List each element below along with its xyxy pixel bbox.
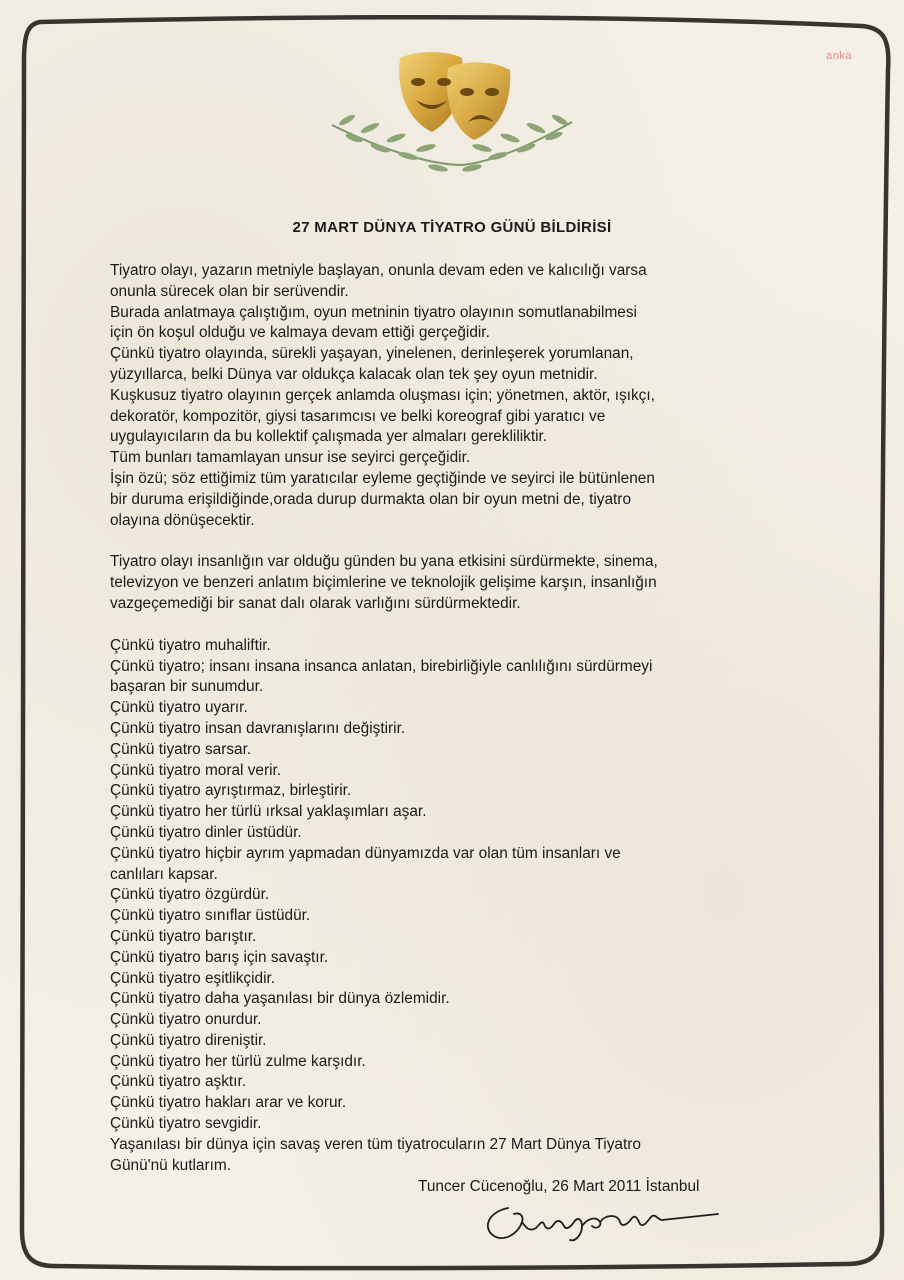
text-line: Çünkü tiyatro sınıflar üstüdür.: [110, 907, 311, 925]
text-line: Çünkü tiyatro onurdur.: [110, 1011, 262, 1029]
text-line: Çünkü tiyatro sarsar.: [110, 740, 252, 758]
paragraph-1: [110, 261, 810, 531]
text-line: bir duruma erişildiğinde,orada durup durmakta olan bir oyun metni de, tiyatro: [110, 490, 631, 508]
paragraph-gap: [110, 531, 810, 552]
text-line: dekoratör, kompozitör, giysi tasarımcısı ve belki koreograf gibi yaratıcı ve: [110, 407, 606, 425]
text-line: Çünkü tiyatro hakları arar ve korur.: [110, 1094, 347, 1112]
text-line: Yaşanılası bir dünya için savaş veren tüm tiyatrocuların 27 Mart Dünya Tiyatro: [110, 1135, 641, 1153]
text-line: Günü'nü kutlarım.: [110, 1156, 231, 1174]
text-line: Çünkü tiyatro muhaliftir.: [110, 636, 271, 654]
text-line: Burada anlatmaya çalıştığım, oyun metninin tiyatro olayının somutlanabilmesi: [110, 303, 637, 321]
text-line: Çünkü tiyatro ayrıştırmaz, birleştirir.: [110, 782, 352, 800]
text-line: Çünkü tiyatro; insanı insana insanca anlatan, birebirliğiyle canlılığını sürdürmeyi: [110, 657, 653, 675]
text-line: olayına dönüşecektir.: [110, 511, 255, 529]
paragraph-2: [110, 552, 810, 614]
text-line: onunla sürecek olan bir serüvendir.: [110, 282, 349, 300]
text-line: Tiyatro olayı insanlığın var olduğu günden bu yana etkisini sürdürmekte, sinema,: [110, 553, 658, 571]
text-line: Çünkü tiyatro aşktır.: [110, 1073, 247, 1091]
text-line: Çünkü tiyatro daha yaşanılası bir dünya özlemidir.: [110, 990, 450, 1008]
text-line: başaran bir sunumdur.: [110, 678, 264, 696]
text-line: uygulayıcıların da bu kollektif çalışmada yer almaları gerekliliktir.: [110, 428, 548, 446]
watermark: anka: [826, 50, 852, 62]
text-line: Çünkü tiyatro özgürdür.: [110, 886, 270, 904]
text-line: Çünkü tiyatro hiçbir ayrım yapmadan dünyamızda var olan tüm insanları ve: [110, 844, 621, 862]
text-line: Çünkü tiyatro barış için savaştır.: [110, 948, 329, 966]
text-line: Kuşkusuz tiyatro olayının gerçek anlamda oluşması için; yönetmen, aktör, ışıkçı,: [110, 386, 655, 404]
text-line: Çünkü tiyatro her türlü zulme karşıdır.: [110, 1052, 366, 1070]
declaration-body: [110, 261, 810, 1176]
page-title: 27 MART DÜNYA TİYATRO GÜNÜ BİLDİRİSİ: [292, 219, 612, 236]
text-line: Tüm bunları tamamlayan unsur ise seyirci gerçeğidir.: [110, 449, 471, 467]
text-line: Çünkü tiyatro sevgidir.: [110, 1115, 262, 1133]
text-line: canlıları kapsar.: [110, 865, 218, 883]
text-line: için ön koşul olduğu ve kalmaya devam ettiği gerçeğidir.: [110, 324, 490, 342]
text-line: Çünkü tiyatro olayında, sürekli yaşayan, yinelenen, derinleşerek yorumlanan,: [110, 345, 634, 363]
text-line: Çünkü tiyatro dinler üstüdür.: [110, 823, 302, 841]
text-line: Çünkü tiyatro direniştir.: [110, 1031, 267, 1049]
text-line: Çünkü tiyatro her türlü ırksal yaklaşımları aşar.: [110, 803, 427, 821]
author-date-line: Tuncer Cücenoğlu, 26 Mart 2011 İstanbul: [418, 1178, 700, 1195]
text-line: Çünkü tiyatro barıştır.: [110, 927, 257, 945]
text-line: Çünkü tiyatro insan davranışlarını değiştirir.: [110, 719, 406, 737]
text-line: Çünkü tiyatro moral verir.: [110, 761, 282, 779]
text-line: yüzyıllarca, belki Dünya var oldukça kalacak olan tek şey oyun metnidir.: [110, 365, 598, 383]
text-line: Tiyatro olayı, yazarın metniyle başlayan, onunla devam eden ve kalıcılığı varsa: [110, 262, 647, 279]
paragraph-gap: [110, 615, 810, 636]
text-line: Çünkü tiyatro eşitlikçidir.: [110, 969, 276, 987]
theatre-masks-laurel-icon: [322, 40, 582, 200]
text-line: vazgeçemediği bir sanat dalı olarak varlığını sürdürmektedir.: [110, 594, 521, 612]
text-line: İşin özü; söz ettiğimiz tüm yaratıcılar eyleme geçtiğinde ve seyirci ile bütünlenen: [110, 469, 655, 487]
text-line: televizyon ve benzeri anlatım biçimlerine ve teknolojik gelişime karşın, insanlığın: [110, 574, 657, 592]
paragraph-3: [110, 636, 810, 1177]
text-line: Çünkü tiyatro uyarır.: [110, 699, 248, 717]
handwritten-signature: [478, 1198, 728, 1254]
